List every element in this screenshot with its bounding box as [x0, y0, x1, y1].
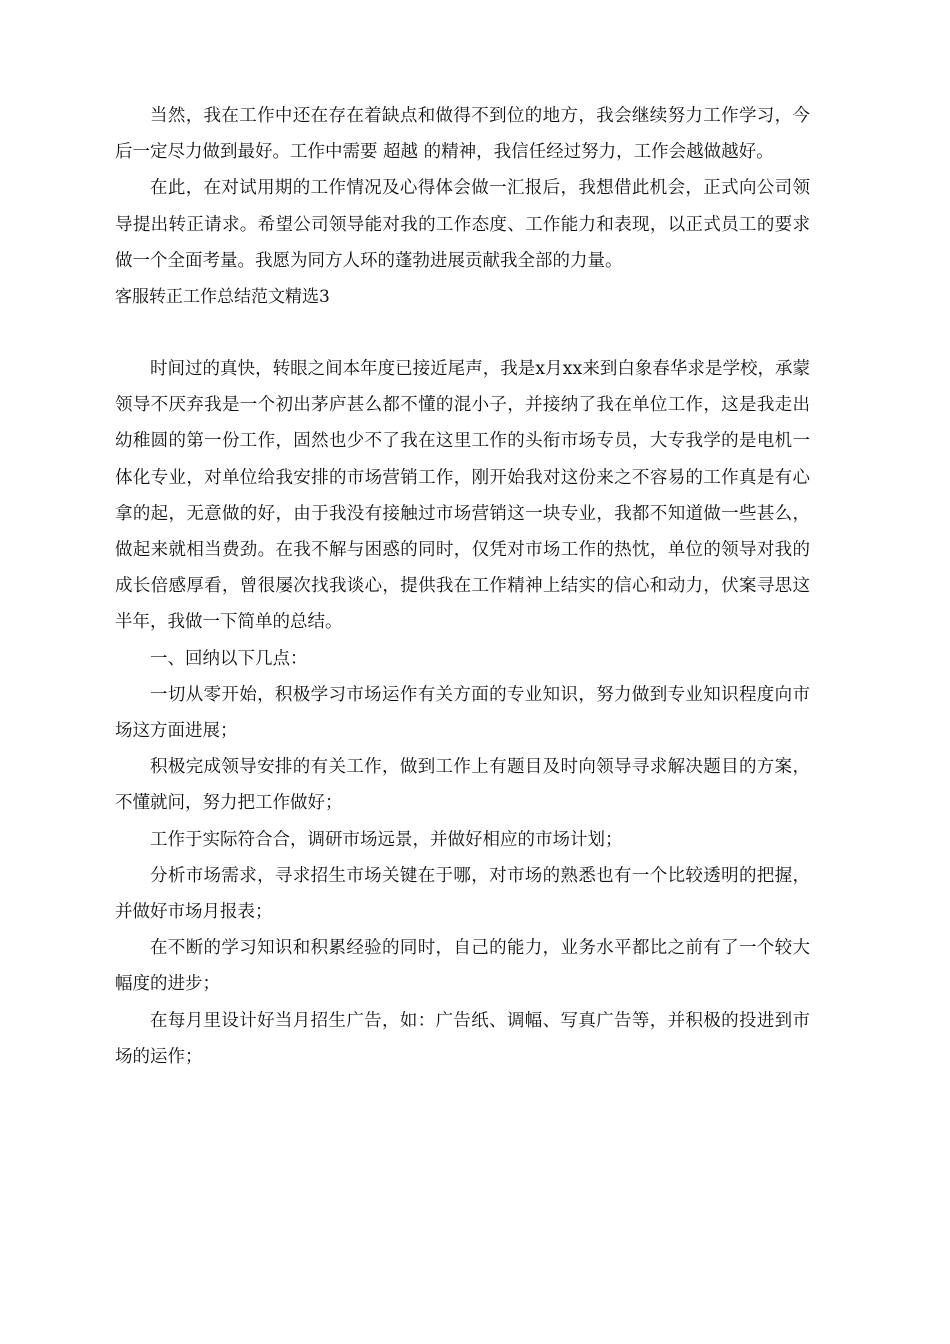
list-item: 工作于实际符合合，调研市场远景，并做好相应的市场计划； — [150, 829, 623, 850]
paragraph: 当然，我在工作中还在存在着缺点和做得不到位的地方，我会继续努力工作学习，今后一定尽力做到最好。工作中需要 超越 的精神，我信任经过努力，工作会越做越好。 — [115, 106, 810, 163]
list-item: 在不断的学习知识和积累经验的同时，自己的能力，业务水平都比之前有了一个较大幅度的进步； — [115, 938, 810, 995]
paragraph: 时间过的真快，转眼之间本年度已接近尾声，我是x月xx来到白象春华求是学校，承蒙领导不厌弃我是一个初出茅庐甚么都不懂的混小子，并接纳了我在单位工作，这是我走出幼稚圆的第一份工作，固然也少不了我在这里工作的头衔市场专员，大专我学的是电机一体化专业，对单位给我安排的市场营销工作，刚开始我对这份来之不容易的工作真是有心拿的起，无意做的好，由于我没有接触过市场营销这一块专业，我都不知道做一些甚么，做起来就相当费劲。在我不解与困惑的同时，仅凭对市场工作的热忱，单位的领导对我的成长倍感厚看，曾很屡次找我谈心，提供我在工作精神上结实的信心和动力，伏案寻思这半年，我做一下简单的总结。 — [115, 359, 810, 633]
paragraph: 在此，在对试用期的工作情况及心得体会做一汇报后，我想借此机会，正式向公司领导提出转正请求。希望公司领导能对我的工作态度、工作能力和表现，以正式员工的要求做一个全面考量。我愿为同方人环的蓬勃进展贡献我全部的力量。 — [115, 178, 810, 271]
document-page — [115, 98, 810, 1075]
list-item: 在每月里设计好当月招生广告，如：广告纸、调幅、写真广告等，并积极的投进到市场的运作； — [115, 1010, 810, 1067]
list-item: 积极完成领导安排的有关工作，做到工作上有题目及时向领导寻求解决题目的方案，不懂就问，努力把工作做好； — [115, 757, 810, 814]
blank-line — [115, 315, 810, 351]
section-heading: 客服转正工作总结范文精选3 — [115, 287, 330, 308]
list-heading: 一、回纳以下几点： — [150, 648, 308, 669]
list-item: 分析市场需求，寻求招生市场关键在于哪，对市场的熟悉也有一个比较透明的把握，并做好市场月报表； — [115, 865, 810, 923]
list-item: 一切从零开始，积极学习市场运作有关方面的专业知识，努力做到专业知识程度向市场这方面进展； — [115, 684, 810, 742]
